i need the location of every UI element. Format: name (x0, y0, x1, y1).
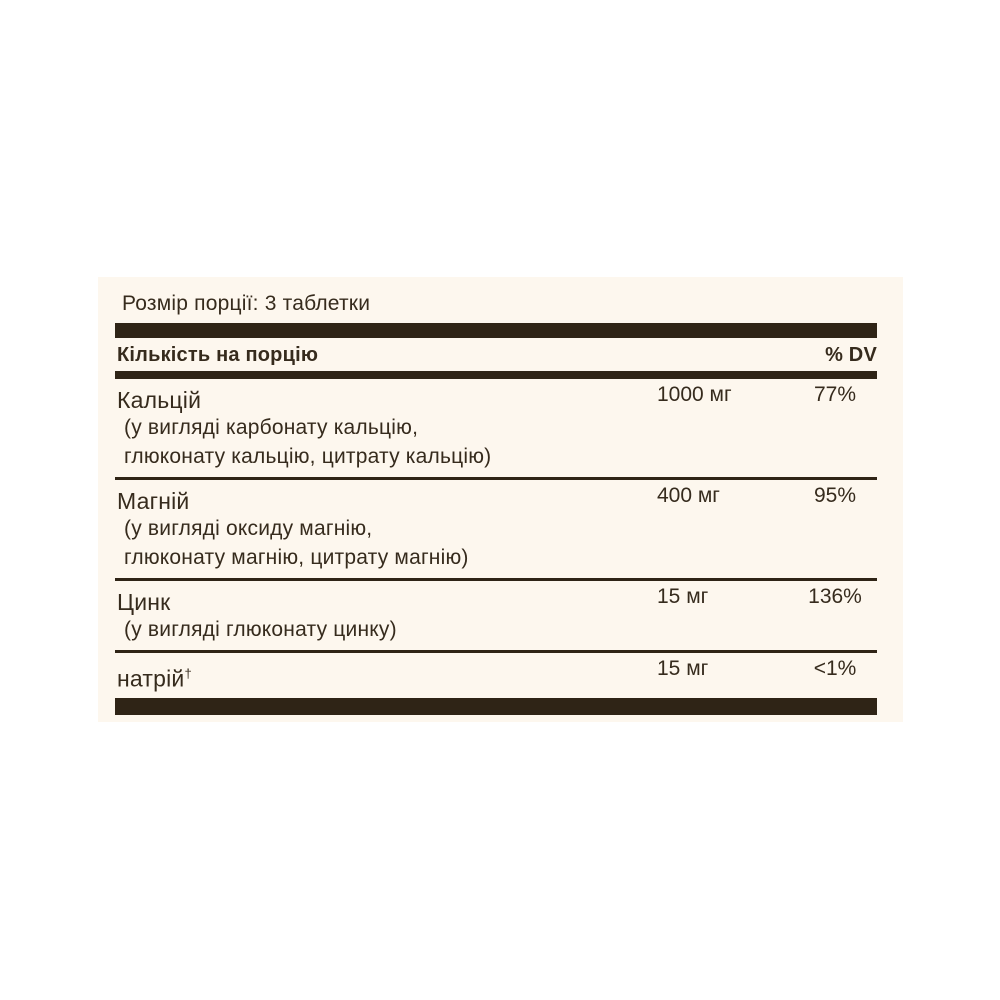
table-row (115, 650, 877, 698)
nutrient-amount: 15 мг (657, 585, 709, 608)
nutrient-dv: 136% (808, 585, 862, 608)
amount-per-serving-header: Кількість на порцію (117, 344, 319, 366)
table-header-row (115, 338, 877, 371)
header-divider-bar (115, 371, 877, 379)
nutrient-detail-line: (у вигляді карбонату кальцію, (124, 416, 419, 439)
nutrient-detail-line: (у вигляді глюконату цинку) (124, 618, 397, 641)
nutrient-amount: 1000 мг (657, 383, 732, 406)
nutrient-dv: 77% (813, 383, 857, 406)
nutrient-amount: 400 мг (657, 484, 720, 507)
percent-dv-header: % DV (825, 344, 877, 366)
bottom-divider-bar (115, 698, 877, 715)
nutrient-detail-line: глюконату магнію, цитрату магнію) (124, 546, 469, 569)
nutrient-name: Кальцій (117, 387, 202, 413)
table-row (115, 477, 877, 578)
nutrient-amount: 15 мг (657, 657, 709, 680)
serving-size-text: Розмір порції: 3 таблетки (122, 292, 371, 315)
nutrient-dv: <1% (813, 657, 857, 680)
nutrient-dv: 95% (813, 484, 857, 507)
nutrient-name: натрій† (117, 665, 192, 692)
table-row (115, 578, 877, 650)
supplement-facts-panel (98, 277, 903, 722)
top-divider-bar (115, 323, 877, 338)
nutrient-detail-line: (у вигляді оксиду магнію, (124, 517, 373, 540)
table-row (115, 379, 877, 477)
nutrient-detail-line: глюконату кальцію, цитрату кальцію) (124, 445, 492, 468)
nutrient-name: Цинк (117, 589, 171, 615)
nutrient-name: Магній (117, 488, 190, 514)
footnote-dagger-mark: † (184, 666, 192, 681)
